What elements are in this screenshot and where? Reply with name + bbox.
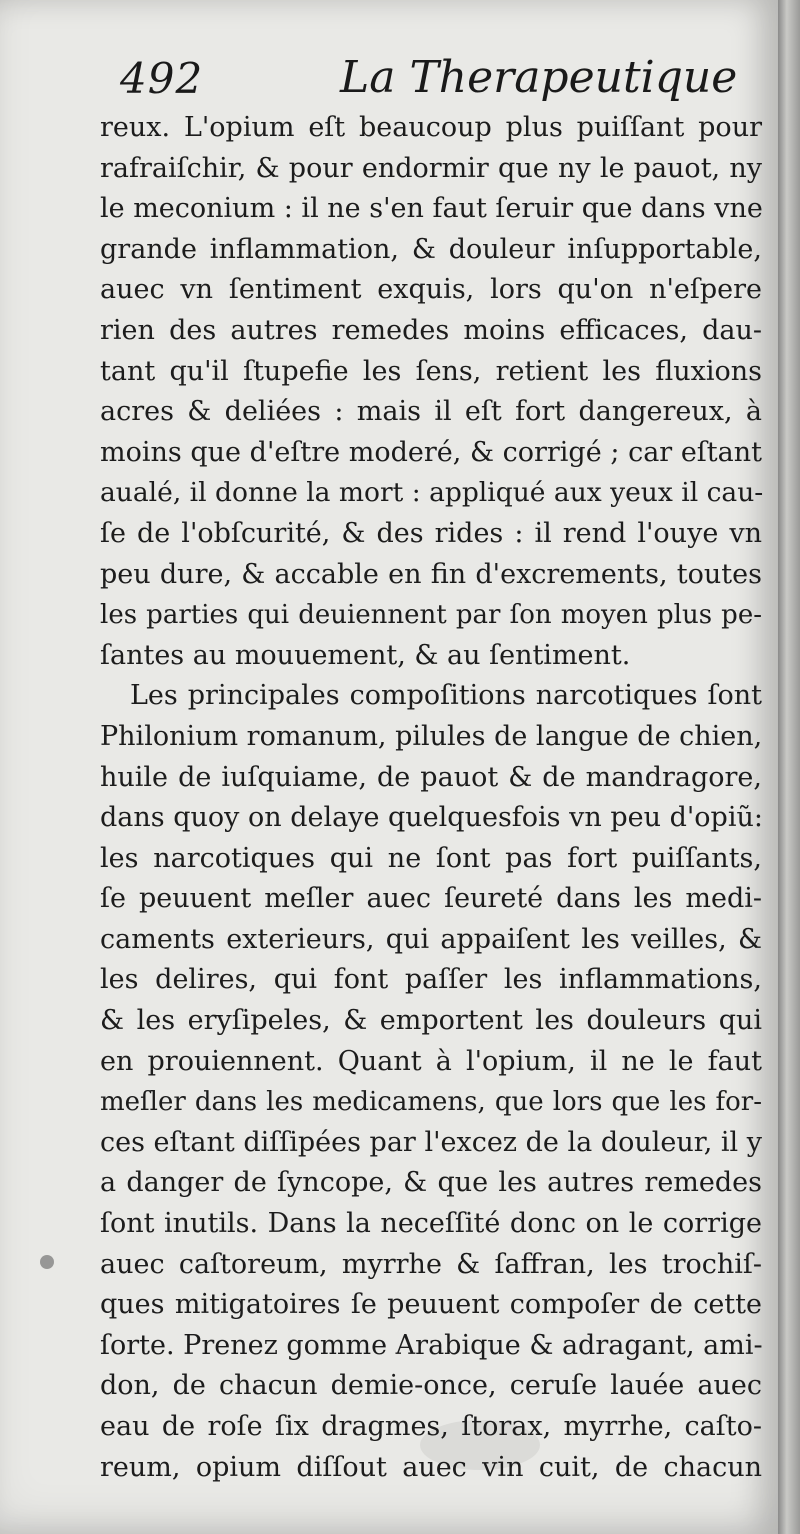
text-line: reux. L'opium eſt beaucoup plus puiſſant pour xyxy=(100,112,762,143)
text-line: auec caſtoreum, myrrhe & ſaffran, les trochiſ- xyxy=(100,1248,762,1280)
running-title: La Therapeutique xyxy=(340,52,738,103)
text-line: les narcotiques qui ne ſont pas fort puiſſants, xyxy=(100,842,762,874)
page-number: 492 xyxy=(120,54,204,103)
text-line: a danger de ſyncope, & que les autres remedes xyxy=(100,1167,762,1199)
text-line: Les principales compoſitions narcotiques ſont xyxy=(130,680,762,712)
text-line: peu dure, & accable en fin d'excrements, toutes xyxy=(100,558,762,590)
text-line: ſorte. Prenez gomme Arabique & adragant, ami- xyxy=(100,1329,763,1361)
text-line: grande inflammation, & douleur inſupportable, xyxy=(100,233,762,265)
text-line: eau de roſe ſix dragmes, ſtorax, myrrhe, caſto- xyxy=(100,1411,762,1442)
text-line: les parties qui deuiennent par ſon moyen plus pe- xyxy=(100,600,762,631)
paper-stain xyxy=(40,1255,54,1269)
text-line: caments exterieurs, qui appaiſent les veilles, & xyxy=(100,923,762,955)
text-line: ſe peuuent meſler auec ſeureté dans les medi- xyxy=(100,883,762,915)
text-line: les delires, qui font paſſer les inflammations, xyxy=(100,964,762,996)
text-line: acres & deliées : mais il eſt fort dangereux, à xyxy=(100,396,762,428)
text-line: rien des autres remedes moins efficaces, dau- xyxy=(100,314,762,346)
text-line: rafraiſchir, & pour endormir que ny le pauot, ny xyxy=(100,152,762,184)
text-line: en prouiennent. Quant à l'opium, il ne le faut xyxy=(100,1045,762,1077)
text-line: & les eryſipeles, & emportent les douleurs qui xyxy=(100,1005,762,1037)
text-line: moins que d'eſtre moderé, & corrigé ; car eſtant xyxy=(100,436,762,468)
body-text xyxy=(100,108,762,1488)
page-header xyxy=(112,52,752,112)
text-line: reum, opium diſſout auec vin cuit, de chacun xyxy=(100,1451,762,1483)
text-line: ces eſtant diſſipées par l'excez de la douleur, il y xyxy=(100,1126,762,1158)
text-line: huile de iuſquiame, de pauot & de mandragore, xyxy=(100,761,762,793)
text-line: aualé, il donne la mort : appliqué aux yeux il cau- xyxy=(100,477,764,509)
text-line: tant qu'il ſtupefie les ſens, retient les fluxions xyxy=(100,355,762,387)
text-line: ſont inutils. Dans la neceſſité donc on le corrige xyxy=(100,1208,762,1240)
text-line: don, de chacun demie-once, ceruſe lauée auec xyxy=(100,1370,762,1402)
text-line: Philonium romanum, pilules de langue de chien, xyxy=(100,720,763,752)
text-line: ſe de l'obſcurité, & des rides : il rend l'ouye vn xyxy=(100,517,762,549)
text-line: dans quoy on delaye quelquesfois vn peu d'opiũ: xyxy=(100,802,763,834)
text-line: meſler dans les medicamens, que lors que les for- xyxy=(100,1087,762,1118)
text-line: ſantes au mouuement, & au ſentiment. xyxy=(100,639,631,671)
next-page-edge xyxy=(778,0,800,1534)
text-line: le meconium : il ne s'en faut ſeruir que dans vne xyxy=(100,193,763,225)
text-line: ques mitigatoires ſe peuuent compoſer de cette xyxy=(100,1289,762,1321)
text-line: auec vn ſentiment exquis, lors qu'on n'eſpere xyxy=(100,274,762,306)
